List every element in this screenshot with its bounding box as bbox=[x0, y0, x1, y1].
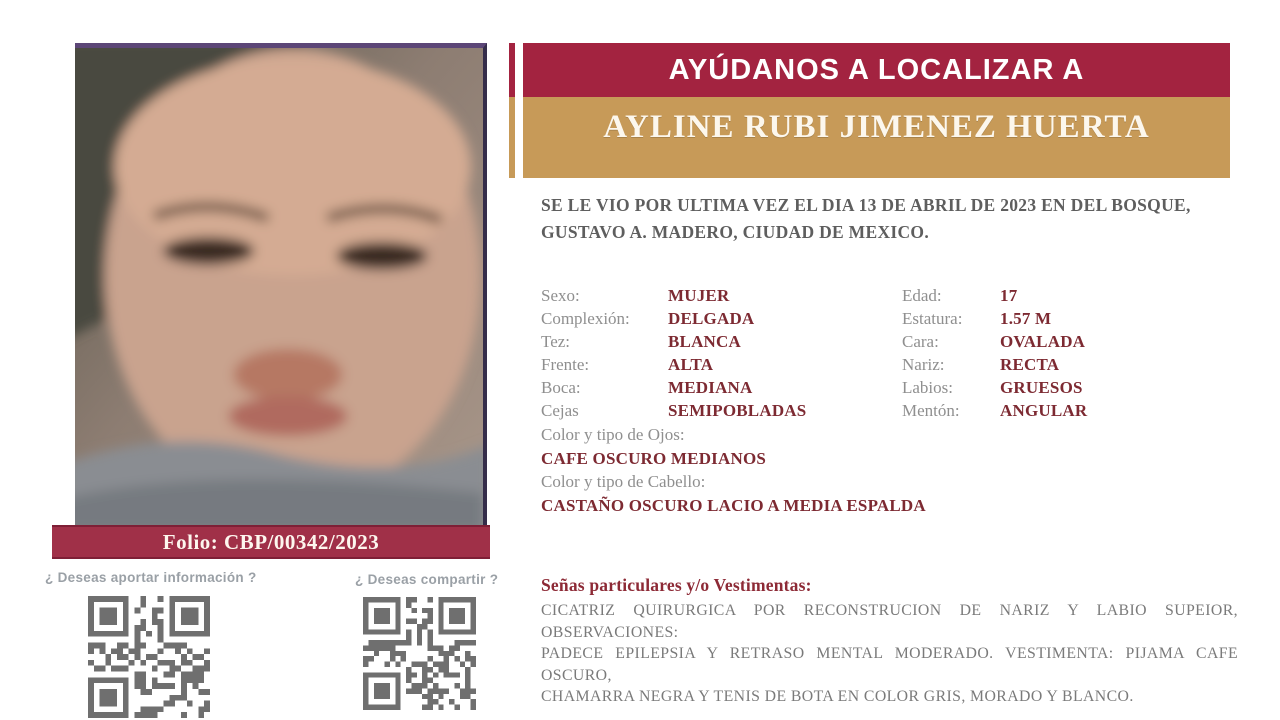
hair-label: Color y tipo de Cabello: bbox=[541, 472, 706, 491]
physical-details-table bbox=[541, 284, 1241, 422]
detail-label: Tez: bbox=[541, 332, 571, 351]
table-row bbox=[541, 284, 1241, 307]
folio-number: Folio: CBP/00342/2023 bbox=[162, 529, 380, 554]
detail-value: SEMIPOBLADAS bbox=[668, 401, 807, 420]
eyes-value: CAFE OSCURO MEDIANOS bbox=[541, 448, 767, 468]
person-name: AYLINE RUBI JIMENEZ HUERTA bbox=[603, 109, 1150, 145]
folio-banner bbox=[52, 525, 490, 559]
detail-label: Cejas bbox=[541, 401, 579, 420]
last-seen-line2: GUSTAVO A. MADERO, CIUDAD DE MEXICO. bbox=[541, 222, 930, 242]
detail-value: DELGADA bbox=[668, 309, 755, 328]
detail-value: 1.57 M bbox=[1000, 309, 1052, 328]
hair-value: CASTAÑO OSCURO LACIO A MEDIA ESPALDA bbox=[541, 495, 926, 515]
detail-value: GRUESOS bbox=[1000, 378, 1083, 397]
distinguishing-marks-section bbox=[541, 575, 1238, 708]
table-row bbox=[541, 307, 1241, 330]
detail-label: Boca: bbox=[541, 378, 581, 397]
detail-label: Edad: bbox=[902, 286, 942, 305]
eyes-hair-details bbox=[541, 423, 1241, 517]
last-seen-text bbox=[541, 192, 1236, 246]
marks-line3: CHAMARRA NEGRA Y TENIS DE BOTA EN COLOR GRIS, MORADO Y BLANCO. bbox=[541, 688, 1134, 705]
detail-label: Cara: bbox=[902, 332, 939, 351]
header-accent-stripe bbox=[509, 43, 515, 178]
distinguishing-marks-body bbox=[541, 600, 1238, 708]
detail-value: ANGULAR bbox=[1000, 401, 1088, 420]
detail-value: MEDIANA bbox=[668, 378, 753, 397]
detail-label: Nariz: bbox=[902, 355, 945, 374]
photo-placeholder-graphic bbox=[75, 48, 483, 525]
marks-line1: CICATRIZ QUIRURGICA POR RECONSTRUCION DE NARIZ Y LABIO SUPEIOR, OBSERVACIONES: bbox=[541, 602, 1238, 641]
detail-value: OVALADA bbox=[1000, 332, 1086, 351]
header-banner bbox=[523, 43, 1230, 97]
marks-line2: PADECE EPILEPSIA Y RETRASO MENTAL MODERADO. VESTIMENTA: PIJAMA CAFE OSCURO, bbox=[541, 645, 1238, 684]
qr-left-label: ¿ Deseas aportar información ? bbox=[45, 570, 257, 585]
table-row bbox=[541, 399, 1241, 422]
qr-code-aportar-informacion bbox=[88, 596, 210, 718]
eyes-label: Color y tipo de Ojos: bbox=[541, 425, 685, 444]
table-row bbox=[541, 376, 1241, 399]
detail-value: BLANCA bbox=[668, 332, 741, 351]
detail-label: Mentón: bbox=[902, 401, 960, 420]
table-row bbox=[541, 330, 1241, 353]
detail-value: MUJER bbox=[668, 286, 730, 305]
last-seen-line1: SE LE VIO POR ULTIMA VEZ EL DIA 13 DE ABRIL DE 2023 EN DEL BOSQUE, bbox=[541, 195, 1191, 215]
qr-right-label: ¿ Deseas compartir ? bbox=[355, 572, 499, 587]
detail-value: ALTA bbox=[668, 355, 714, 374]
name-banner bbox=[523, 97, 1230, 178]
header-title: AYÚDANOS A LOCALIZAR A bbox=[668, 53, 1085, 86]
detail-label: Estatura: bbox=[902, 309, 963, 328]
detail-value: RECTA bbox=[1000, 355, 1060, 374]
detail-value: 17 bbox=[1000, 286, 1018, 305]
detail-label: Complexión: bbox=[541, 309, 630, 328]
detail-label: Frente: bbox=[541, 355, 590, 374]
qr-code-compartir bbox=[363, 597, 476, 710]
missing-person-photo bbox=[75, 43, 487, 525]
detail-label: Sexo: bbox=[541, 286, 580, 305]
table-row bbox=[541, 353, 1241, 376]
distinguishing-marks-title: Señas particulares y/o Vestimentas: bbox=[541, 575, 812, 595]
detail-label: Labios: bbox=[902, 378, 953, 397]
